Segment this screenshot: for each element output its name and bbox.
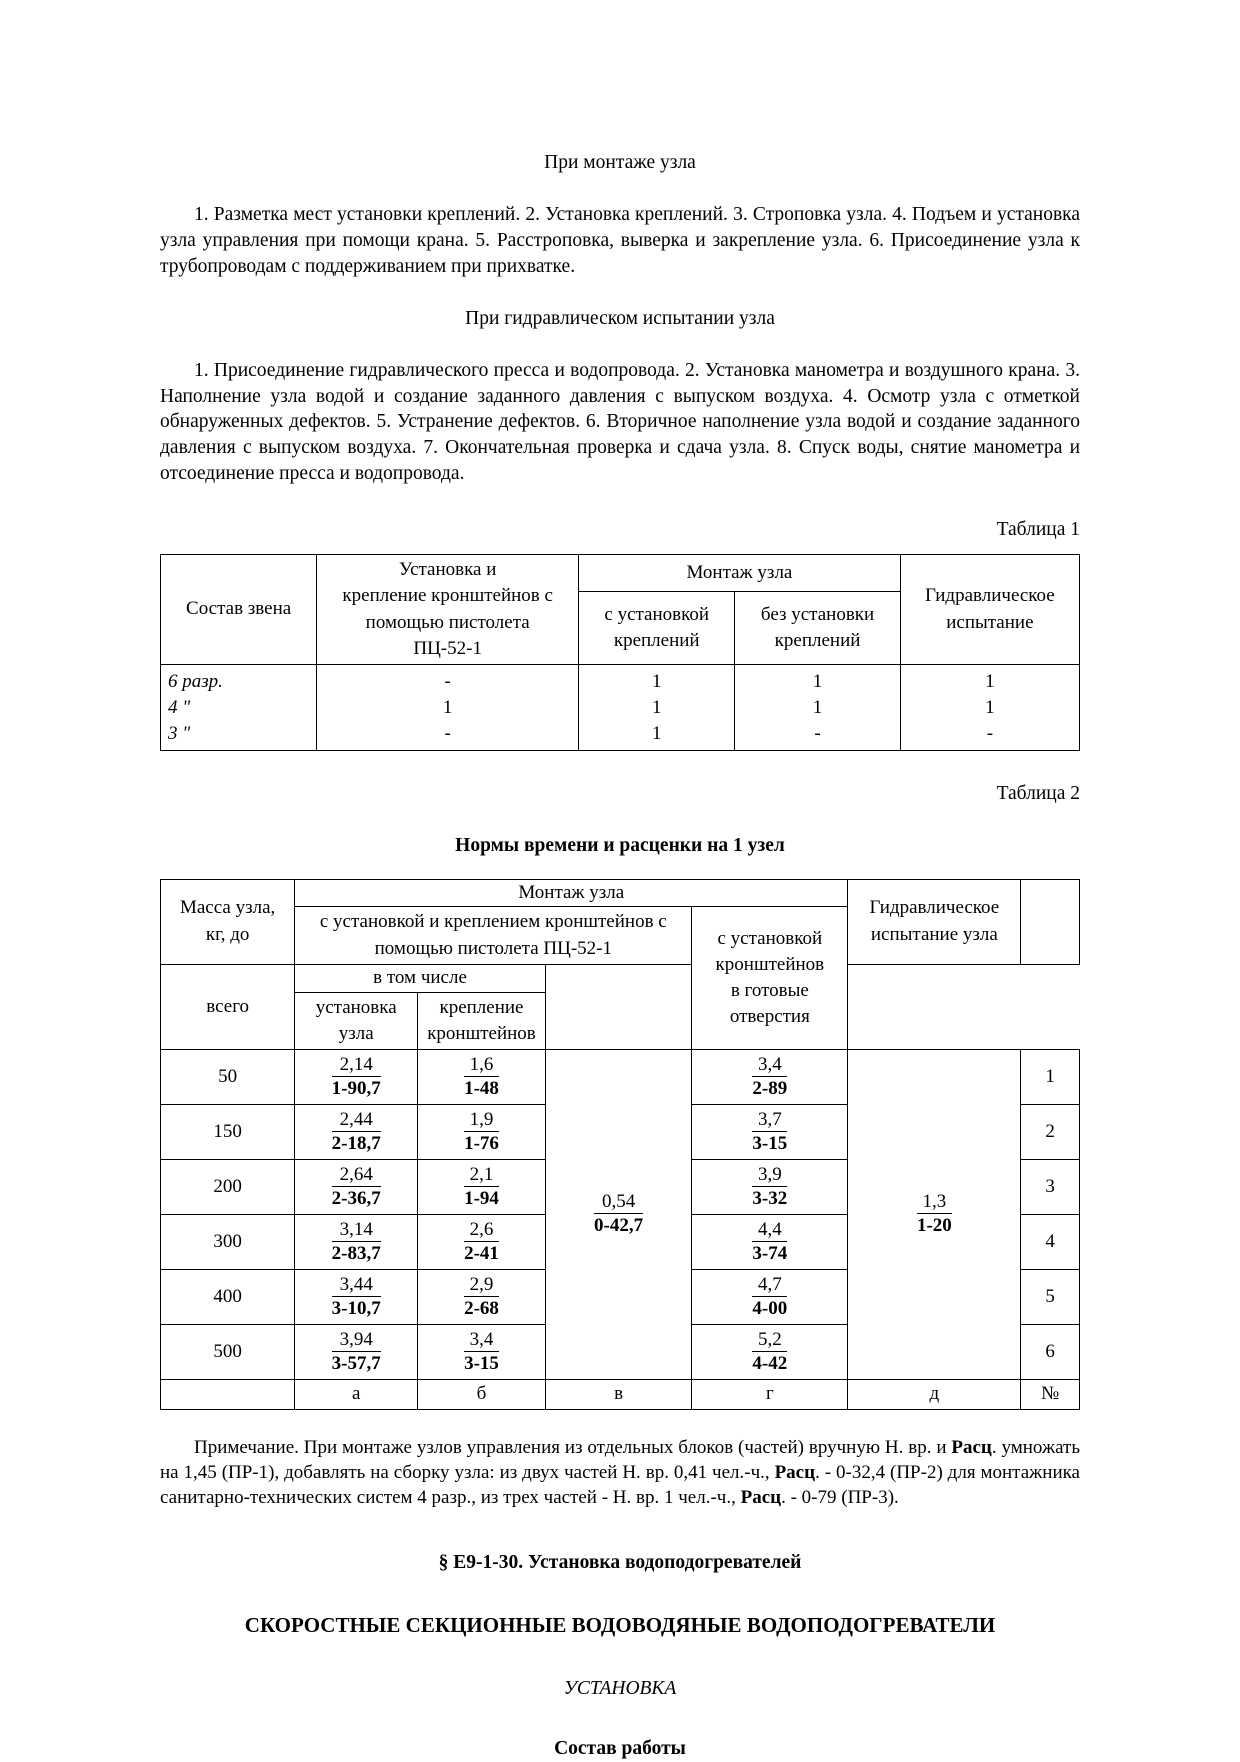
table2-footer-g: г: [692, 1380, 848, 1410]
table2-header-massa: [161, 879, 295, 964]
line-1: с установкой и креплением кронштейнов с: [319, 911, 667, 933]
line-2: крепление кронштейнов с: [342, 585, 553, 607]
denominator: 1-48: [464, 1077, 499, 1099]
table2-header-num: [1021, 879, 1080, 964]
line-1: Гидравлическое: [869, 897, 1000, 919]
table2-cell-vsego: [295, 1215, 418, 1270]
table2-cell-vsego: [295, 1160, 418, 1215]
paragraph-gidro: 1. Присоединение гидравлического пресса и водопровода. 2. Установка манометра и воздушного крана. 3. Наполнение узла водой и создание заданного давления с выпуском воздуха. 4. Осмотр узла с отметкой обнаруженных дефектов. 5. Устранение дефектов. 6. Вторичное наполнение узла водой и создание заданного давления с выпуском воздуха. 7. Окончательная проверка и сдача узла. 8. Спуск воды, снятие манометра и отсоединение пресса и водопровода.: [160, 359, 1080, 485]
table2-header-row-3: [161, 964, 1080, 992]
table2-cell-ustanovka: [418, 1160, 546, 1215]
line-1: Установка и: [398, 559, 497, 581]
numerator: 3,7: [752, 1109, 787, 1132]
table2-header-gidro: [848, 879, 1021, 964]
denominator: 0-42,7: [594, 1215, 644, 1237]
table2-header-kreplenie: [418, 992, 546, 1049]
note-part-2: . умножать на 1,45 (ПР-1), добавлять на сборку узла: из двух частей Н. вр. 0,41 чел.-ч.,: [160, 1437, 1080, 1483]
table2-cell-ustanovka: [418, 1215, 546, 1270]
table2-cell-massa: 400: [161, 1270, 295, 1325]
numerator: 3,44: [332, 1274, 381, 1297]
table2-footer-blank: [161, 1380, 295, 1410]
table2-cell-num: 6: [1021, 1325, 1080, 1380]
spacer: [160, 280, 1080, 306]
denominator: 1-20: [916, 1215, 952, 1237]
numerator: 0,54: [594, 1191, 643, 1214]
value-0: 1: [985, 671, 995, 693]
table2-caption: Таблица 2: [996, 782, 1080, 804]
numerator: 1,9: [464, 1109, 499, 1132]
table1-header-s-ustanovkoy: [579, 592, 735, 665]
table-2: [160, 879, 1080, 1411]
numerator: 1,6: [464, 1054, 499, 1077]
table2-footer-b: б: [418, 1380, 546, 1410]
denominator: 2-83,7: [331, 1242, 381, 1264]
table1-cell-gidro: [900, 665, 1079, 751]
denominator: 2-18,7: [331, 1132, 381, 1154]
table2-header-vsego: всего: [161, 964, 295, 1049]
value-1: 1: [442, 697, 453, 719]
numerator: 4,7: [752, 1274, 787, 1297]
line-3: помощью пистолета: [365, 611, 530, 633]
line-1: с установкой: [604, 603, 710, 625]
line-4: отверстия: [729, 1006, 810, 1028]
table2-cell-vsego: [295, 1325, 418, 1380]
numerator: 4,4: [752, 1219, 787, 1242]
table2-cell-massa: 500: [161, 1325, 295, 1380]
table-row: [161, 1050, 1080, 1105]
table2-header-gotovye: [692, 907, 848, 1050]
line-1: Масса узла,: [179, 897, 276, 919]
section-number-heading: § Е9-1-30. Установка водоподогревателей: [438, 1552, 802, 1574]
table1-caption: Таблица 1: [996, 519, 1080, 541]
denominator: 3-32: [752, 1187, 788, 1209]
line-1: с установкой: [717, 927, 823, 949]
table2-cell-num: 4: [1021, 1215, 1080, 1270]
denominator: 3-15: [464, 1352, 499, 1374]
denominator: 1-76: [464, 1132, 499, 1154]
table-row: [161, 665, 1080, 751]
heading-montazh: При монтаже узла: [544, 152, 696, 173]
numerator: 3,4: [752, 1054, 787, 1077]
table2-cell-ustanovka: [418, 1270, 546, 1325]
note-part-4: . - 0-79 (ПР-3).: [781, 1486, 899, 1508]
table2-cell-massa: 200: [161, 1160, 295, 1215]
numerator: 3,94: [332, 1329, 381, 1352]
table1-header-gidro: [900, 555, 1079, 665]
table2-cell-gotovye: [692, 1215, 848, 1270]
numerator: 3,9: [752, 1164, 787, 1187]
table2-cell-num: 1: [1021, 1050, 1080, 1105]
line-2: креплений: [774, 630, 861, 652]
denominator: 2-68: [464, 1297, 499, 1319]
table1-header-montazh: Монтаж узла: [579, 555, 901, 592]
numerator: 2,1: [464, 1164, 499, 1187]
table2-cell-vsego: [295, 1050, 418, 1105]
table2-header-row-1: [161, 879, 1080, 907]
table2-header-s-ust-krep: [295, 907, 692, 964]
line-4: ПЦ-52-1: [413, 637, 482, 659]
line-1: установка: [315, 996, 397, 1018]
section-caps-heading: СКОРОСТНЫЕ СЕКЦИОННЫЕ ВОДОВОДЯНЫЕ ВОДОПОДОГРЕВАТЕЛИ: [244, 1613, 996, 1638]
table2-header-montazh: Монтаж узла: [295, 879, 848, 907]
line-2: испытание узла: [870, 923, 998, 945]
value-2: -: [444, 723, 451, 745]
table2-cell-massa: 150: [161, 1105, 295, 1160]
table1-header-row: [161, 555, 1080, 592]
table2-cell-vsego: [295, 1270, 418, 1325]
table2-footer-v: в: [545, 1380, 692, 1410]
table2-cell-gotovye: [692, 1325, 848, 1380]
section-italic-heading: УСТАНОВКА: [563, 1678, 677, 1700]
value-0: 1: [651, 671, 662, 693]
table2-header-row-4: [161, 992, 1080, 1049]
table2-cell-gotovye: [692, 1270, 848, 1325]
numerator: 2,14: [332, 1054, 381, 1077]
line-2: кг, до: [205, 923, 250, 945]
note-bold-2: Расц: [774, 1461, 816, 1483]
table1-header-sostav: Состав звена: [161, 555, 317, 665]
table1-header-ustanovka: [317, 555, 579, 665]
denominator: 2-89: [752, 1077, 788, 1099]
numerator: 3,4: [464, 1329, 499, 1352]
table1-cell-bez-ustanovki: [735, 665, 900, 751]
note-bold-1: Расц: [951, 1437, 992, 1459]
denominator: 4-00: [752, 1297, 788, 1319]
line-2: испытание: [946, 611, 1034, 633]
table1-header-bez-ustanovki: [735, 592, 900, 665]
denominator: 1-90,7: [331, 1077, 381, 1099]
table2-cell-gotovye: [692, 1105, 848, 1160]
heading-gidro: При гидравлическом испытании узла: [465, 307, 775, 329]
table2-note: [160, 1436, 1080, 1510]
value-0: -: [444, 671, 451, 693]
line-1: Гидравлическое: [925, 585, 1055, 607]
denominator: 2-36,7: [331, 1187, 381, 1209]
denominator: 1-94: [464, 1187, 499, 1209]
table-1: [160, 554, 1080, 751]
table1-cell-ustanovka: [317, 665, 579, 751]
note-bold-3: Расц: [740, 1486, 782, 1508]
denominator: 2-41: [464, 1242, 499, 1264]
table2-cell-ustanovka: [418, 1105, 546, 1160]
table2-footer-row: [161, 1380, 1080, 1410]
value-2: -: [986, 723, 994, 745]
table2-cell-num: 5: [1021, 1270, 1080, 1325]
denominator: 4-42: [752, 1352, 788, 1374]
table2-cell-ustanovka: [418, 1050, 546, 1105]
table2-cell-num: 3: [1021, 1160, 1080, 1215]
value-1: 1: [651, 697, 662, 719]
numerator: 2,64: [332, 1164, 381, 1187]
denominator: 3-15: [752, 1132, 788, 1154]
line-2: помощью пистолета ПЦ-52-1: [374, 937, 612, 959]
table2-cell-num: 2: [1021, 1105, 1080, 1160]
note-part-1: Примечание. При монтаже узлов управления из отдельных блоков (частей) вручную Н. вр. и: [194, 1437, 952, 1459]
numerator: 2,6: [464, 1219, 499, 1242]
row-label-2: 3 ": [168, 723, 191, 745]
table2-header-v-tom-chisle: в том числе: [295, 964, 546, 992]
numerator: 5,2: [752, 1329, 787, 1352]
line-3: в готовые: [730, 980, 809, 1002]
denominator: 3-57,7: [331, 1352, 381, 1374]
section-bold-heading: Состав работы: [554, 1738, 686, 1760]
row-label-0: 6 разр.: [168, 671, 223, 693]
table2-cell-massa: 50: [161, 1050, 295, 1105]
denominator: 3-74: [752, 1242, 788, 1264]
line-2: кронштейнов: [715, 954, 825, 976]
note-part-3: . - 0-32,4 (ПР-2) для монтажника санитарно-технических систем 4 разр., из трех частей - Н. вр. 1 чел.-ч.,: [160, 1461, 1080, 1508]
value-2: -: [814, 723, 821, 745]
line-2: креплений: [613, 630, 700, 652]
numerator: 2,44: [332, 1109, 381, 1132]
denominator: 3-10,7: [331, 1297, 381, 1319]
table2-cell-vsego: [295, 1105, 418, 1160]
table2-title: Нормы времени и расценки на 1 узел: [455, 834, 785, 856]
row-label-1: 4 ": [168, 697, 191, 719]
table2-cell-ustanovka: [418, 1325, 546, 1380]
numerator: 2,9: [464, 1274, 499, 1297]
table2-cell-gotovye: [692, 1160, 848, 1215]
table2-cell-massa: 300: [161, 1215, 295, 1270]
value-2: 1: [651, 723, 662, 745]
numerator: 3,14: [332, 1219, 381, 1242]
table1-cell-label: [161, 665, 317, 751]
value-1: 1: [985, 697, 995, 719]
line-2: узла: [338, 1022, 374, 1044]
numerator: 1,3: [917, 1191, 952, 1214]
table2-footer-num: №: [1021, 1380, 1080, 1410]
table2-footer-d: д: [848, 1380, 1021, 1410]
value-0: 1: [812, 671, 823, 693]
table2-header-ustanovka-uzla: [295, 992, 418, 1049]
table2-cell-gotovye: [692, 1050, 848, 1105]
line-1: без установки: [760, 603, 875, 625]
value-1: 1: [812, 697, 823, 719]
line-2: кронштейнов: [427, 1022, 536, 1044]
table2-cell-kreplenie-merged: [545, 1050, 692, 1380]
table2-footer-a: а: [295, 1380, 418, 1410]
paragraph-montazh: 1. Разметка мест установки креплений. 2. Установка креплений. 3. Строповка узла. 4. Подъем и установка узла управления при помощи крана. 5. Расстроповка, выверка и закрепление узла. 6. Присоединение узла к трубопроводам с поддерживанием при прихватке.: [160, 203, 1080, 277]
line-1: крепление: [439, 996, 524, 1018]
table2-cell-gidro-merged: [848, 1050, 1021, 1380]
table1-cell-s-ustanovkoy: [579, 665, 735, 751]
